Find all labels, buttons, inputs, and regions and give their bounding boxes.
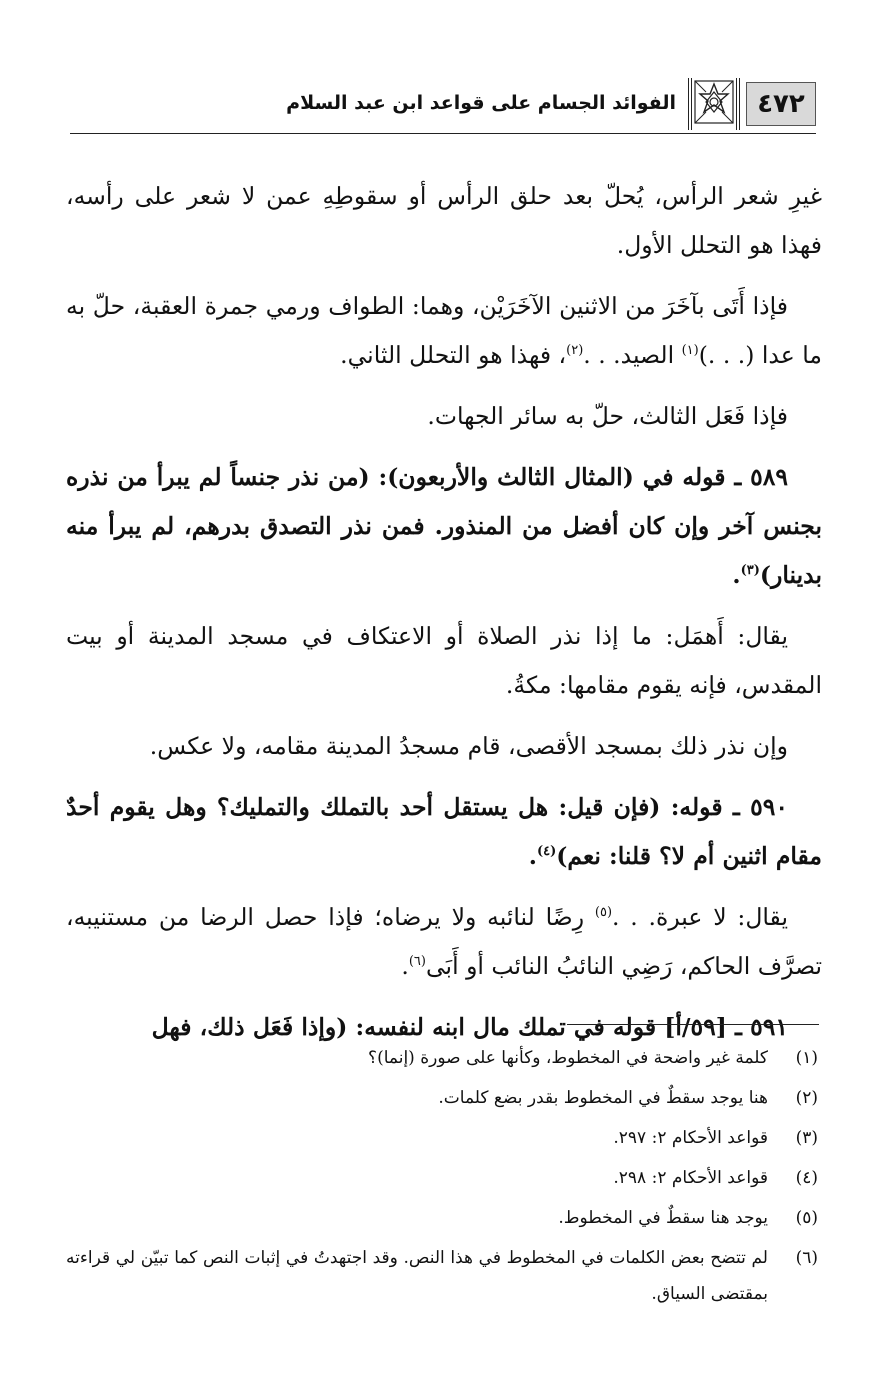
footnote-ref-2[interactable]: (٢): [566, 343, 584, 359]
paragraph-2: [66, 282, 822, 380]
footnote-ref-3[interactable]: (٣): [740, 563, 760, 579]
footnote-marker: (٦): [795, 1248, 818, 1268]
footnote-6: [66, 1240, 822, 1312]
entry-number-590: ٥٩٠ ـ: [732, 793, 788, 821]
footnote-text: يوجد هنا سقطٌ في المخطوط.: [558, 1208, 768, 1228]
paragraph-8-part-a: يقال: لا عبرة. . .: [612, 903, 788, 931]
paragraph-3: فإذا فَعَل الثالث، حلّ به سائر الجهات.: [427, 402, 788, 430]
paragraph-4-text: قوله في (المثال الثالث والأربعون): (من نذر جنساً لم يبرأ من نذره بجنس آخر وإن كان أفضل من المنذور. فمن نذر التصدق بدرهم، لم يبرأ منه بدينار): [66, 463, 822, 589]
paragraph-2-part-a: فإذا أَتَى بآخَرَ من الاثنين الآخَرَيْن، وهما: الطواف ورمي جمرة العقبة، حلّ به ما عدا (. . .): [66, 292, 822, 369]
footnote-4: [66, 1160, 822, 1196]
paragraph-4: [66, 453, 822, 600]
entry-number-589: ٥٨٩ ـ: [734, 463, 788, 491]
paragraph-2-part-b: الصيد. . .: [583, 341, 682, 369]
entry-number-591: ٥٩١ ـ: [735, 1013, 788, 1041]
footnote-marker: (٢): [795, 1088, 818, 1108]
footnote-marker: (١): [795, 1048, 818, 1068]
running-title: الفوائد الجسام على قواعد ابن عبد السلام: [286, 92, 676, 114]
ornament-graphic: [694, 80, 734, 124]
footnote-5: [66, 1200, 822, 1236]
header-rule: [70, 133, 816, 134]
footnote-marker: (٥): [795, 1208, 818, 1228]
footnote-ref-6[interactable]: (٦): [408, 954, 426, 970]
main-text: [66, 172, 822, 1064]
footnote-text: قواعد الأحكام ٢: ٢٩٨.: [613, 1168, 768, 1188]
paragraph-6: وإن نذر ذلك بمسجد الأقصى، قام مسجدُ المدينة مقامه، ولا عكس.: [149, 732, 788, 760]
paragraph-2-part-c: ، فهذا هو التحلل الثاني.: [340, 341, 567, 369]
paragraph-1: غيرِ شعر الرأس، يُحلّ بعد حلق الرأس أو سقوطِهِ عمن لا شعر على رأسه، فهذا هو التحلل الأول.: [66, 182, 822, 259]
page-number: ٤٧٢: [746, 82, 816, 126]
footnote-2: [66, 1080, 822, 1116]
footnote-ref-4[interactable]: (٤): [536, 844, 557, 860]
footnote-text: قواعد الأحكام ٢: ٢٩٧.: [613, 1128, 768, 1148]
paragraph-8-end: .: [401, 952, 409, 980]
footnote-text: لم تتضح بعض الكلمات في المخطوط في هذا النص. وقد اجتهدتُ في إثبات النص كما تبيّن لي قراءته بمقتضى السياق.: [66, 1248, 768, 1304]
paragraph-9-text: [٥٩/أ] قوله في تملك مال ابنه لنفسه: (وإذا فَعَل ذلك، فهل: [151, 1013, 736, 1041]
paragraph-7-end: .: [528, 842, 537, 870]
footnote-3: [66, 1120, 822, 1156]
footnote-ref-5[interactable]: (٥): [594, 905, 613, 921]
geometric-star-ornament-icon: [688, 78, 740, 130]
footnote-text: كلمة غير واضحة في المخطوط، وكأنها على صورة (إنما)؟: [368, 1048, 768, 1068]
footnote-1: [66, 1040, 822, 1076]
paragraph-5: يقال: أَهمَل: ما إذا نذر الصلاة أو الاعتكاف في مسجد المدينة أو بيت المقدس، فإنه يقوم مقامها: مكةُ.: [66, 622, 822, 699]
footnote-ref-1[interactable]: (١): [681, 343, 699, 359]
page-header: [70, 78, 816, 134]
paragraph-8-part-b: رِضًا لنائبه ولا يرضاه؛ فإذا حصل الرضا من مستنيبه، تصرَّف الحاكم، رَضِي النائبُ النائب أو أَبَى: [66, 903, 822, 980]
footnote-text: هنا يوجد سقطٌ في المخطوط بقدر بضع كلمات.: [438, 1088, 768, 1108]
footnotes-list: [66, 1040, 822, 1316]
paragraph-7-text: قوله: (فإن قيل: هل يستقل أحد بالتملك والتمليك؟ وهل يقوم أحدٌ مقام اثنين أم لا؟ قلنا: نعم): [66, 793, 822, 870]
footnote-marker: (٤): [795, 1168, 818, 1188]
paragraph-7: [66, 783, 822, 881]
paragraph-8: [66, 893, 822, 991]
footnote-marker: (٣): [795, 1128, 818, 1148]
paragraph-4-end: .: [732, 561, 741, 589]
footnote-separator: [567, 1024, 819, 1025]
